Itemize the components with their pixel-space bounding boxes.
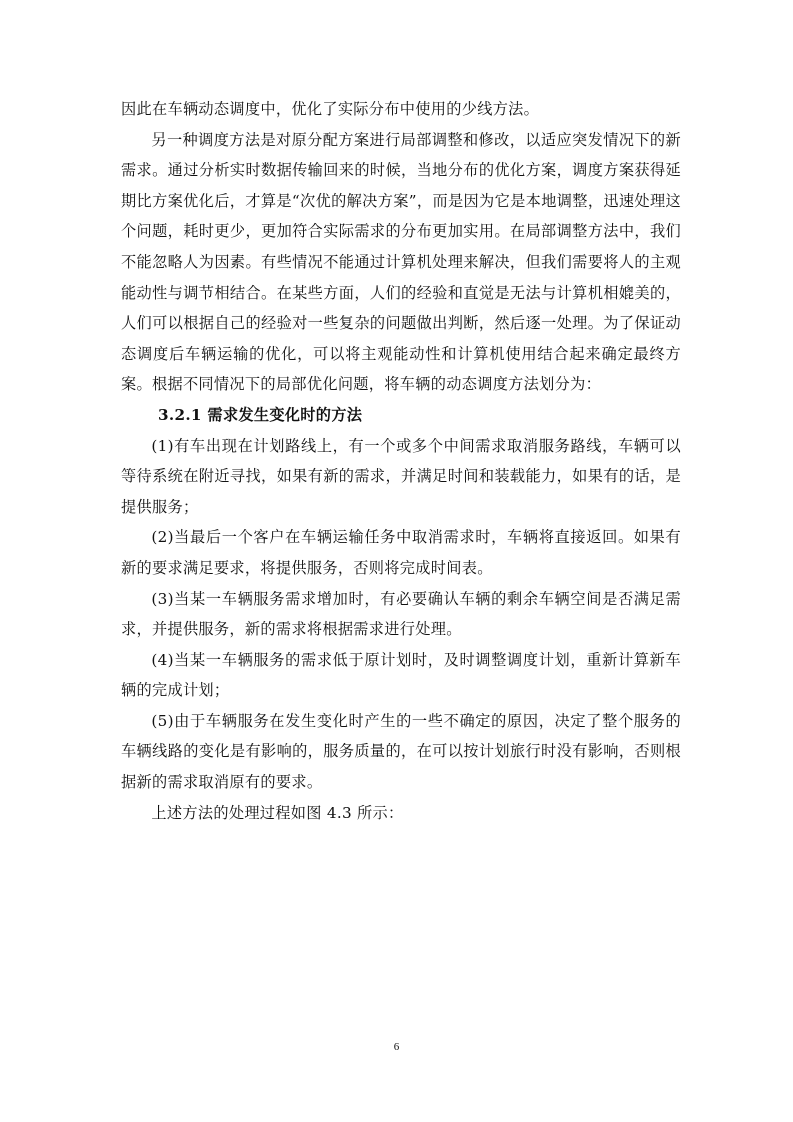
paragraph-1: 因此在车辆动态调度中，优化了实际分布中使用的少线方法。 (121, 100, 540, 118)
section-heading: 3.2.1 需求发生变化时的方法 (158, 405, 363, 424)
paragraph-2: 另一种调度方法是对原分配方案进行局部调整和修改，以适应突发情况下的新需求。通过分析实时数据传输回来的时候，当地分布的优化方案，调度方案获得延期比方案优化后，才算是“次优的解决方案”，而是因为它是本地调整，迅速处理这个问题，耗时更少，更加符合实际需求的分布更加实用。在局部调整方法中，我们不能忽略人为因素。有些情况不能通过计算机处理来解决，但我们需要将人的主观能动性与调节相结合。在某些方面，人们的经验和直觉是无法与计算机相媲美的，人们可以根据自己的经验对一些复杂的问题做出判断，然后逐一处理。为了保证动态调度后车辆运输的优化，可以将主观能动性和计算机使用结合起来确定最终方案。根据不同情况下的局部优化问题，将车辆的动态调度方法划分为： (121, 130, 681, 394)
list-item-4: (4)当某一车辆服务的需求低于原计划时，及时调整调度计划，重新计算新车辆的完成计划； (121, 650, 681, 700)
closing-paragraph: 上述方法的处理过程如图 4.3 所示： (151, 803, 404, 822)
list-item-3: (3)当某一车辆服务需求增加时，有必要确认车辆的剩余车辆空间是否满足需求，并提供服务，新的需求将根据需求进行处理。 (121, 589, 681, 639)
page-number: 6 (393, 1041, 400, 1053)
list-item-5: (5)由于车辆服务在发生变化时产生的一些不确定的原因，决定了整个服务的车辆线路的变化是有影响的，服务质量的，在可以按计划旅行时没有影响，否则根据新的需求取消原有的要求。 (121, 711, 681, 792)
list-item-1: (1)有车出现在计划路线上，有一个或多个中间需求取消服务路线，车辆可以等待系统在附近寻找，如果有新的需求，并满足时间和装载能力，如果有的话，是提供服务； (121, 436, 681, 516)
body-text (121, 94, 681, 828)
list-item-2: (2)当最后一个客户在车辆运输任务中取消需求时，车辆将直接返回。如果有新的要求满足要求，将提供服务，否则将完成时间表。 (121, 528, 681, 577)
